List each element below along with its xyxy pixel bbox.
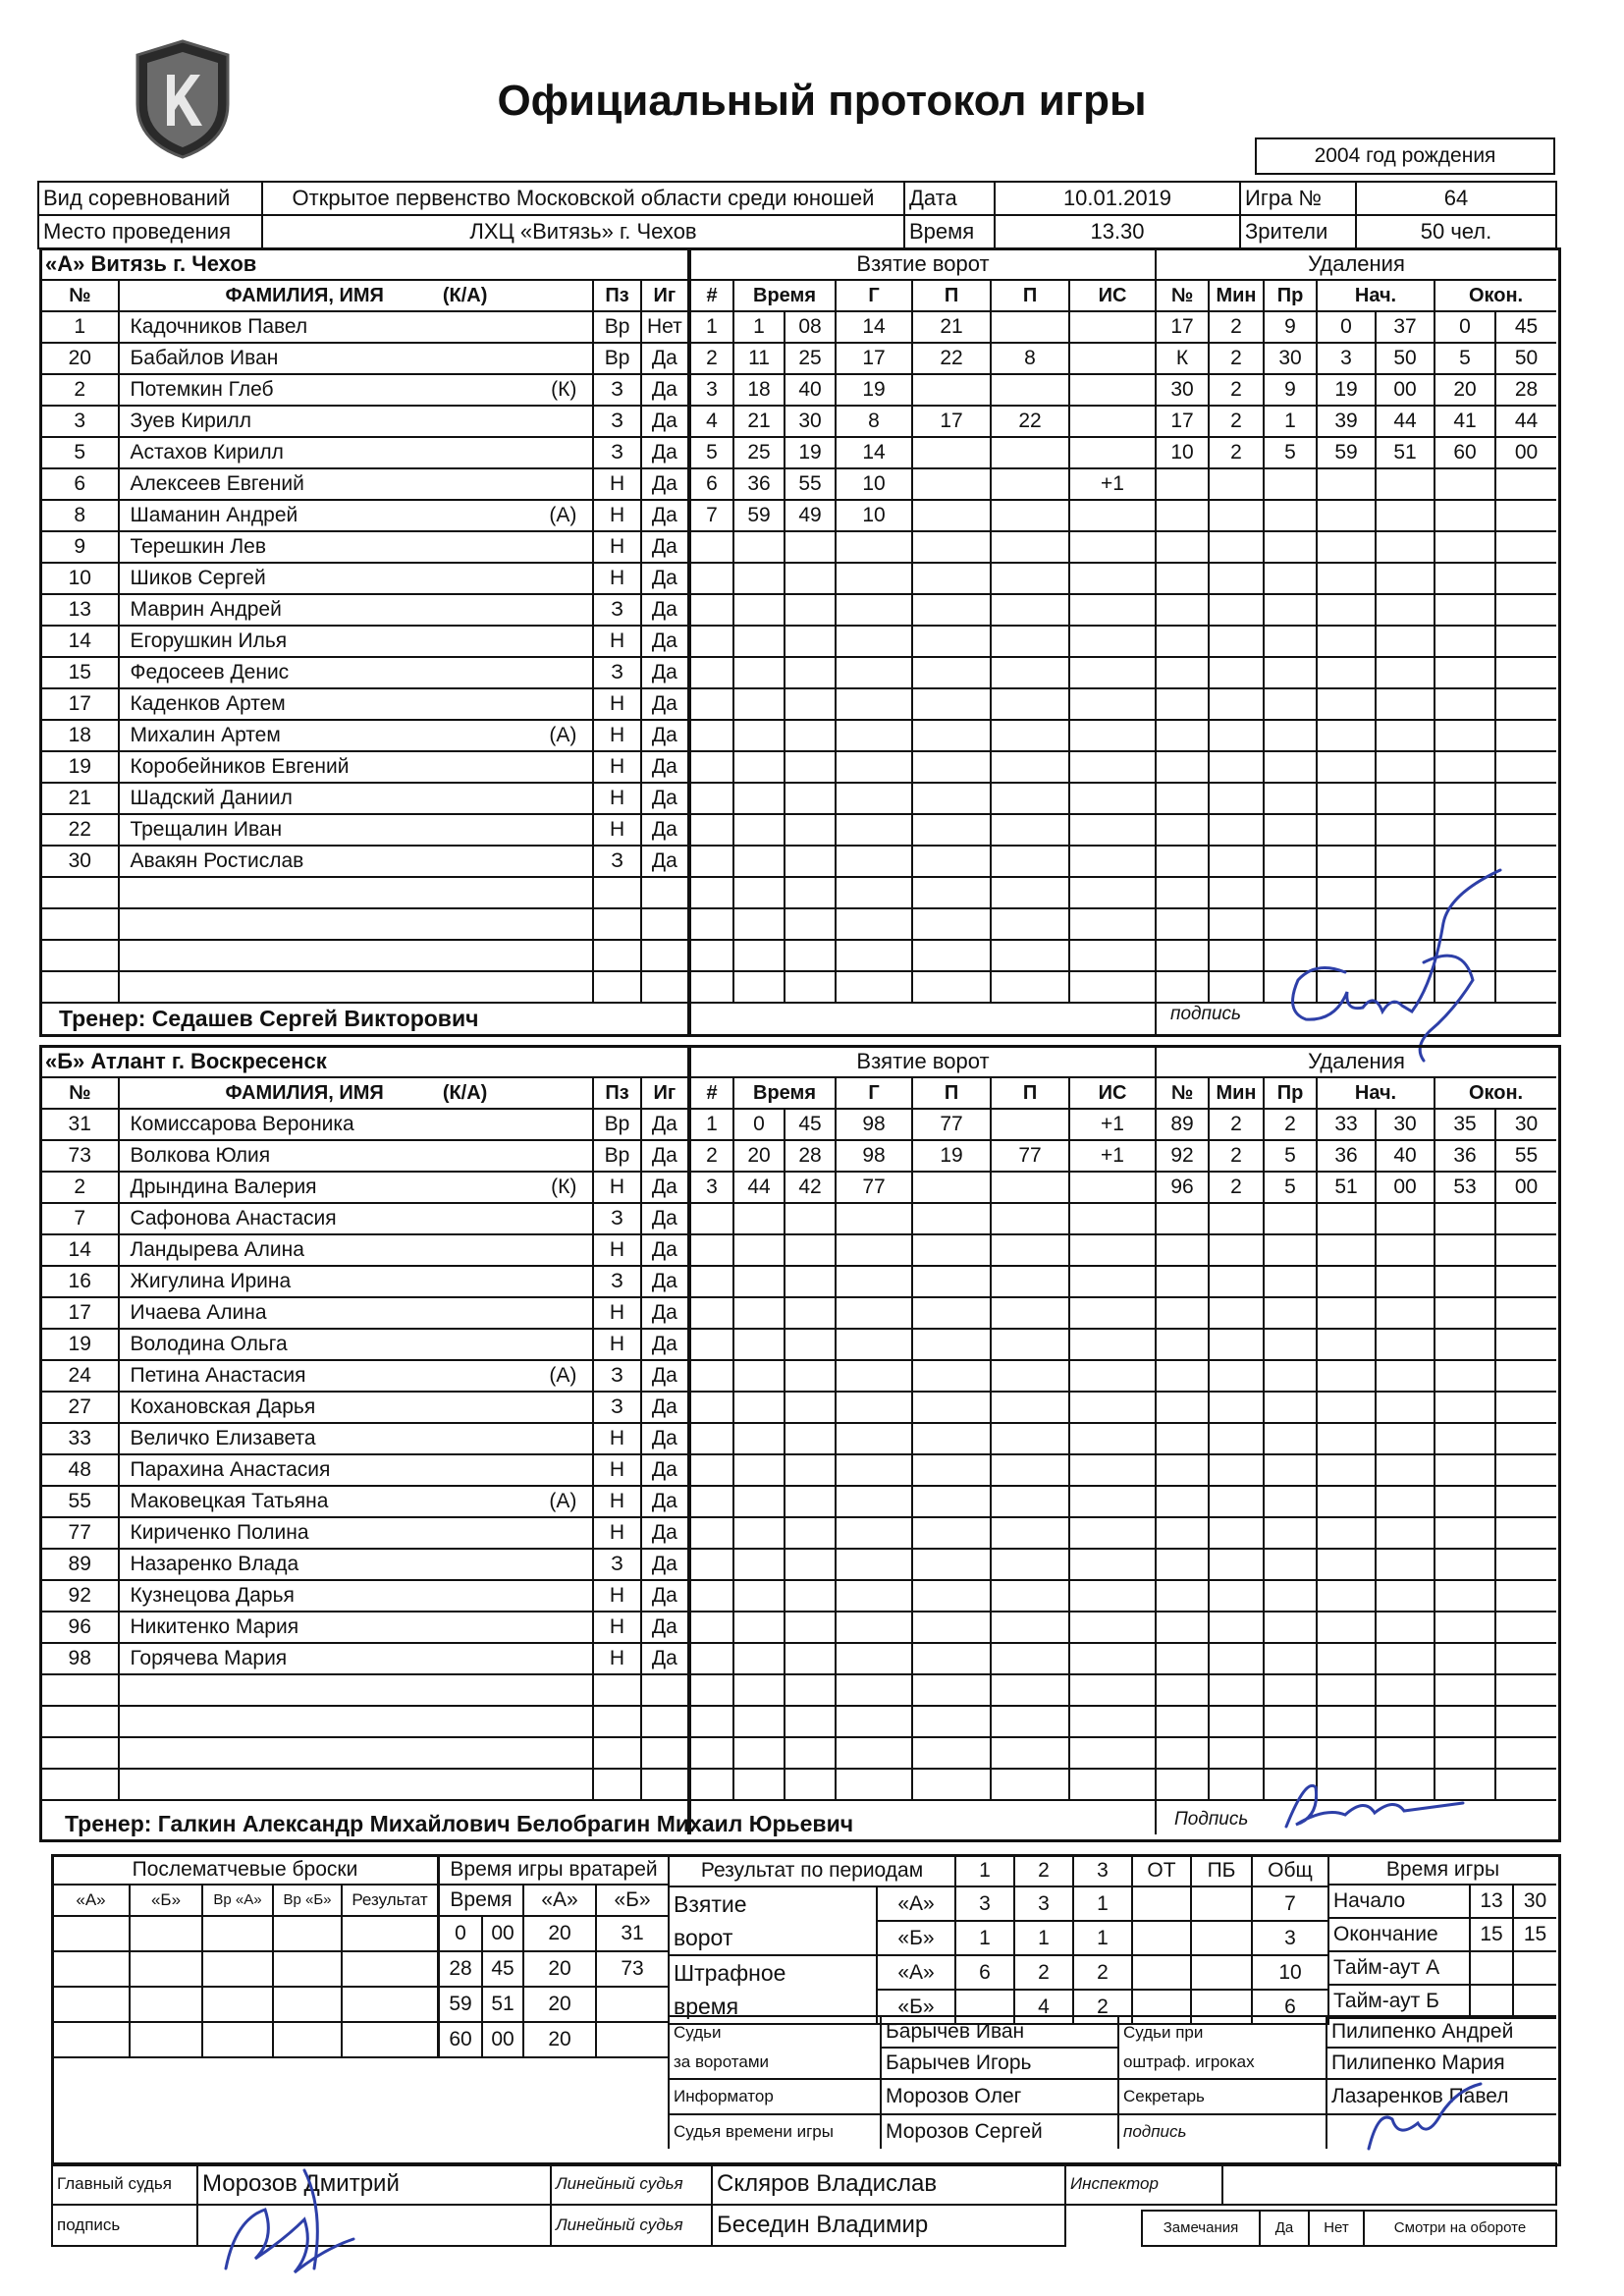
team-b-goal-row	[690, 1486, 1156, 1517]
team-b-penalty-row	[1156, 1203, 1556, 1234]
remarks-yes[interactable]: Да	[1260, 2211, 1309, 2246]
team-a-player-row: 15 Федосеев Денис З Да	[40, 657, 688, 688]
team-b-penalty-row: 92 2 5 36 40 36 55	[1156, 1140, 1556, 1172]
captain-mark: (К)	[551, 378, 577, 401]
goalie-time-row: 28 45 20 73	[439, 1951, 669, 1987]
team-a-goal-row	[690, 877, 1156, 908]
team-a-player-row	[40, 940, 688, 971]
team-b-penalty-row	[1156, 1360, 1556, 1392]
team-b-player-row: 33 Величко Елизавета Н Да	[40, 1423, 688, 1454]
team-a-penalty-row: 17 2 1 39 44 41 44	[1156, 406, 1556, 437]
goalie-time-row: 0 00 20 31	[439, 1916, 669, 1951]
goals-label: Взятие ворот	[669, 1886, 877, 1955]
remarks-no[interactable]: Нет	[1309, 2211, 1364, 2246]
team-b-player-row: 7 Сафонова Анастасия З Да	[40, 1203, 688, 1234]
team-b-player-row: 24 Петина Анастасия (А) З Да	[40, 1360, 688, 1392]
team-b-player-row: 73 Волкова Юлия Вр Да	[40, 1140, 688, 1172]
team-b-penalties: Удаления № Мин Пр Нач. Окон. 89 2 2 33 30 35 30 92 2 5 36 40 36 55 96 2 5 51 00 53 00	[1155, 1047, 1556, 1834]
team-b-goal-row	[690, 1203, 1156, 1234]
team-b-penalty-row: 89 2 2 33 30 35 30	[1156, 1109, 1556, 1140]
officials-table: Судьи за воротами Барычев Иван Судьи при оштраф. игроках Пилипенко Андрей Барычев Игорь Пилипенко Мария Информатор Морозов Олег Секретарь Лазаренков Павел Судья времени игры Морозов Сергей подпись	[668, 2015, 1556, 2149]
team-a-goal-row	[690, 657, 1156, 688]
game-time-table: Время игры Начало 13 30 Окончание 15 15 Тайм-аут А Тайм-аут Б	[1327, 1856, 1556, 2019]
team-a-player-row: 3 Зуев Кирилл З Да	[40, 406, 688, 437]
goalie-time-row: 60 00 20	[439, 2022, 669, 2057]
team-a-signature-icon	[1276, 864, 1512, 1070]
team-b-signature-icon	[1276, 1768, 1473, 1846]
team-a-player-row: 18 Михалин Артем (А) Н Да	[40, 720, 688, 751]
team-b-sign-label: Подпись	[1174, 1809, 1249, 1830]
team-a-player-row: 21 Шадский Даниил Н Да	[40, 783, 688, 814]
periods-table: Результат по периодам 1 2 3 ОТ ПБ Общ Взятие ворот «А» 3 3 1 7 «Б» 1 1 1 3 Штрафное время «А» 6 2 2 10 «Б» 4 2 6	[668, 1856, 1329, 2025]
secretary-signature-icon	[1359, 2080, 1487, 2159]
team-a-goal-row: 5 25 19 14	[690, 437, 1156, 468]
team-b-player-row: 19 Володина Ольга Н Да	[40, 1329, 688, 1360]
informer-name: Морозов Олег	[881, 2079, 1118, 2114]
team-b-goal-row: 1 0 45 98 77 +1	[690, 1109, 1156, 1140]
team-b-penalty-row	[1156, 1266, 1556, 1297]
player-name: Кадочников Павел	[130, 315, 308, 338]
penalty-judge-1: Пилипенко Андрей	[1326, 2016, 1556, 2048]
team-b-penalty-row	[1156, 1580, 1556, 1612]
team-a-name: «А» Витязь г. Чехов	[40, 249, 688, 280]
team-b-goal-row	[690, 1234, 1156, 1266]
team-a-penalty-row: 10 2 5 59 51 60 00	[1156, 437, 1556, 468]
team-a-player-row: 19 Коробейников Евгений Н Да	[40, 751, 688, 783]
team-b-penalty-row	[1156, 1549, 1556, 1580]
team-b-penalty-row	[1156, 1517, 1556, 1549]
team-a-player-row	[40, 908, 688, 940]
player-name: Трещалин Иван	[130, 818, 283, 841]
team-b-goal-row	[690, 1329, 1156, 1360]
team-b-player-row: 17 Ичаева Алина Н Да	[40, 1297, 688, 1329]
referee-name: Морозов Дмитрий	[197, 2163, 551, 2205]
team-a-player-row: 6 Алексеев Евгений Н Да	[40, 468, 688, 500]
pim-label: Штрафное время	[669, 1955, 877, 2024]
referee-signature-icon	[206, 2151, 373, 2288]
team-b-penalty-row	[1156, 1297, 1556, 1329]
remarks-table: Замечания Да Нет Смотри на обороте	[1141, 2210, 1557, 2247]
team-a-penalty-row: 17 2 9 0 37 0 45	[1156, 311, 1556, 343]
team-b-goal-row	[690, 1706, 1156, 1737]
team-a-penalty-row	[1156, 720, 1556, 751]
team-b-goal-row	[690, 1266, 1156, 1297]
time-value: 13.30	[995, 215, 1240, 248]
team-b-player-row	[40, 1737, 688, 1769]
team-a-player-row: 2 Потемкин Глеб (К) З Да	[40, 374, 688, 406]
team-b-penalty-row	[1156, 1423, 1556, 1454]
player-name: Шадский Даниил	[130, 787, 293, 809]
player-name: Назаренко Влада	[130, 1553, 299, 1575]
team-a-goal-row	[690, 751, 1156, 783]
team-b-goal-row	[690, 1454, 1156, 1486]
player-name: Егорушкин Илья	[130, 629, 288, 652]
team-a-goal-row	[690, 720, 1156, 751]
spectators-value: 50 чел.	[1356, 215, 1556, 248]
team-b-player-row: 16 Жигулина Ирина З Да	[40, 1266, 688, 1297]
team-b-penalty-row	[1156, 1674, 1556, 1706]
captain-mark: (А)	[549, 1490, 577, 1512]
team-a-goal-row: 2 11 25 17 22 8	[690, 343, 1156, 374]
team-a-penalty-row	[1156, 688, 1556, 720]
team-a-player-row: 20 Бабайлов Иван Вр Да	[40, 343, 688, 374]
player-name: Терешкин Лев	[130, 535, 266, 558]
captain-mark: (К)	[551, 1175, 577, 1198]
team-a-goals: Взятие ворот # Время Г П П ИС 1 1 08 14 21 2 11 25 17 22 8 3 18 40 19 4 21 30 8 17 22 5 25 19 14 6 36 55 10 +1 7 59 49 10	[689, 249, 1157, 1037]
team-a-penalty-row	[1156, 594, 1556, 626]
player-name: Шаманин Андрей	[130, 504, 298, 526]
team-a-player-row: 13 Маврин Андрей З Да	[40, 594, 688, 626]
goalie-time-row: 59 51 20	[439, 1987, 669, 2022]
inspector-table: Инспектор	[1064, 2162, 1557, 2206]
competition-value: Открытое первенство Московской области среди юношей	[262, 182, 904, 215]
team-a-goal-row: 3 18 40 19	[690, 374, 1156, 406]
team-b-player-row: 14 Ландырева Алина Н Да	[40, 1234, 688, 1266]
team-b-goal-row: 3 44 42 77	[690, 1172, 1156, 1203]
team-b-player-row: 2 Дрындина Валерия (К) Н Да	[40, 1172, 688, 1203]
player-name: Михалин Артем	[130, 724, 281, 746]
team-b-goal-row	[690, 1674, 1156, 1706]
team-b-goal-row	[690, 1612, 1156, 1643]
player-name: Жигулина Ирина	[130, 1270, 292, 1292]
player-name: Маковецкая Татьяна	[130, 1490, 329, 1512]
team-b-player-row: 98 Горячева Мария Н Да	[40, 1643, 688, 1674]
player-name: Волкова Юлия	[130, 1144, 271, 1167]
team-a-goal-row	[690, 940, 1156, 971]
team-a-coach: Тренер: Седашев Сергей Викторович	[59, 1006, 479, 1031]
team-b-player-row: 55 Маковецкая Татьяна (А) Н Да	[40, 1486, 688, 1517]
linesman-2: Беседин Владимир	[712, 2205, 1065, 2246]
player-name: Ландырева Алина	[130, 1238, 304, 1261]
captain-mark: (А)	[549, 504, 577, 526]
team-b-roster: «Б» Атлант г. Воскресенск № ФАМИЛИЯ, ИМЯ (К/А) Пз Иг 31 Комиссарова Вероника Вр Да 73 Волкова Юлия Вр Да 2 Дрындина Валерия (К) Н Да 7 Сафонова Анастасия З Да 14 Ландырева Алина Н Да 16 Жигулина Ирина З Да 17 Ичаева Алина Н Да 19 Володина Ольга Н Да 24 Петина Анастасия (А) З Да 27 Кохановская Дарья З Да 33 Величко Елизавета Н Да 48 Парахина Анастасия Н Да 55 Маковецкая Татьяна (А) Н Да 77 Кириченко Полина Н Да 89 Назаренко Влада З Да 92 Кузнецова Дарья Н Да 96 Никитенко Мария Н Да 98 Горячева Мария Н Да	[39, 1047, 689, 1834]
team-a-goal-row: 6 36 55 10 +1	[690, 468, 1156, 500]
team-a-player-row	[40, 971, 688, 1003]
team-a-penalty-row	[1156, 468, 1556, 500]
player-name: Маврин Андрей	[130, 598, 282, 621]
player-name: Потемкин Глеб	[130, 378, 274, 401]
captain-mark: (А)	[549, 1364, 577, 1387]
team-b-goal-row	[690, 1580, 1156, 1612]
referees-table: Главный судья Морозов Дмитрий Линейный судья Скляров Владислав подпись Линейный судья Беседин Владимир	[51, 2162, 1066, 2247]
team-b-player-row: 27 Кохановская Дарья З Да	[40, 1392, 688, 1423]
team-a-penalty-row	[1156, 531, 1556, 563]
birth-year-box: 2004 год рождения	[1255, 137, 1555, 175]
player-name: Никитенко Мария	[130, 1615, 299, 1638]
team-a-penalty-row: 30 2 9 19 00 20 28	[1156, 374, 1556, 406]
team-b-player-row: 48 Парахина Анастасия Н Да	[40, 1454, 688, 1486]
player-name: Величко Елизавета	[130, 1427, 316, 1449]
team-a-player-row: 14 Егорушкин Илья Н Да	[40, 626, 688, 657]
player-name: Кохановская Дарья	[130, 1395, 316, 1418]
player-name: Каденков Артем	[130, 692, 286, 715]
team-a-penalty-row	[1156, 814, 1556, 846]
team-a-goal-row	[690, 594, 1156, 626]
team-b-coach: Тренер: Галкин Александр Михайлович Белобрагин Михаил Юрьевич	[65, 1811, 854, 1836]
team-b-penalty-row	[1156, 1392, 1556, 1423]
player-name: Ичаева Алина	[130, 1301, 267, 1324]
team-a-penalty-row	[1156, 657, 1556, 688]
player-name: Володина Ольга	[130, 1333, 288, 1355]
team-a-goal-row	[690, 626, 1156, 657]
penalty-judge-2: Пилипенко Мария	[1326, 2048, 1556, 2079]
secretary-name: Лазаренков Павел	[1326, 2079, 1556, 2114]
team-a-goal-row	[690, 814, 1156, 846]
team-b-player-row: 77 Кириченко Полина Н Да	[40, 1517, 688, 1549]
team-a-player-row: 10 Шиков Сергей Н Да	[40, 563, 688, 594]
team-b-goal-row	[690, 1517, 1156, 1549]
team-b-penalty-row	[1156, 1706, 1556, 1737]
team-a-penalty-row	[1156, 783, 1556, 814]
player-name: Кириченко Полина	[130, 1521, 309, 1544]
goalie-time-table: Время игры вратарей Время «А» «Б» 0 00 20 31 28 45 20 73 59 51 20 60 00 20	[438, 1856, 670, 2058]
team-b-player-row: 89 Назаренко Влада З Да	[40, 1549, 688, 1580]
player-name: Астахов Кирилл	[130, 441, 284, 464]
team-b-goal-row	[690, 1549, 1156, 1580]
linesman-1: Скляров Владислав	[712, 2163, 1065, 2205]
team-a-penalty-row	[1156, 500, 1556, 531]
team-a-player-row	[40, 877, 688, 908]
team-b-goal-row	[690, 1769, 1156, 1800]
team-a-penalties: Удаления № Мин Пр Нач. Окон. 17 2 9 0 37 0 45 К 2 30 3 50 5 50 30 2 9 19 00 20 28 17 2 1 39 44 41 44 10 2 5 59 51 60 00	[1155, 249, 1556, 1037]
player-name: Бабайлов Иван	[130, 347, 279, 369]
team-b-penalty-row	[1156, 1454, 1556, 1486]
player-name: Парахина Анастасия	[130, 1458, 331, 1481]
player-name: Дрындина Валерия	[130, 1175, 317, 1198]
team-b-goal-row: 2 20 28 98 19 77 +1	[690, 1140, 1156, 1172]
team-a-goal-row: 4 21 30 8 17 22	[690, 406, 1156, 437]
team-a-player-row: 30 Авакян Ростислав З Да	[40, 846, 688, 877]
player-name: Комиссарова Вероника	[130, 1113, 354, 1135]
team-a-penalty-row	[1156, 626, 1556, 657]
goal-judge-1: Барычев Иван	[881, 2016, 1118, 2048]
team-a-goal-row	[690, 563, 1156, 594]
page-title: Официальный протокол игры	[497, 77, 1147, 125]
captain-mark: (А)	[549, 724, 577, 746]
team-b-goals: Взятие ворот # Время Г П П ИС 1 0 45 98 77 +1 2 20 28 98 19 77 +1 3 44 42 77	[689, 1047, 1157, 1834]
team-a-player-row: 1 Кадочников Павел Вр Нет	[40, 311, 688, 343]
team-a-player-row: 5 Астахов Кирилл З Да	[40, 437, 688, 468]
team-a-player-row: 17 Каденков Артем Н Да	[40, 688, 688, 720]
team-a-goal-row	[690, 908, 1156, 940]
penalty-judges-label: Судьи при оштраф. игроках	[1118, 2016, 1326, 2079]
team-a-player-row: 22 Трещалин Иван Н Да	[40, 814, 688, 846]
team-a-roster: «А» Витязь г. Чехов № ФАМИЛИЯ, ИМЯ (К/А) Пз Иг 1 Кадочников Павел Вр Нет 20 Бабайлов Иван Вр Да 2 Потемкин Глеб (К) З Да 3 Зуев Кирилл З Да 5 Астахов Кирилл З Да 6 Алексеев Евгений Н Да 8 Шаманин Андрей (А) Н Да 9 Терешкин Лев Н Да 10 Шиков Сергей Н Да 13 Маврин Андрей З Да 14 Егорушкин Илья Н Да 15 Федосеев Денис З Да 17 Каденков Артем Н Да 18 Михалин Артем (А) Н Да 19 Коробейников Евгений Н Да 21 Шадский Даниил Н Да 22 Трещалин Иван Н Да 30 Авакян Ростислав З Да	[39, 249, 689, 1037]
player-name: Алексеев Евгений	[130, 472, 304, 495]
team-a-goal-row	[690, 531, 1156, 563]
team-b-player-row	[40, 1706, 688, 1737]
team-b-goal-row	[690, 1423, 1156, 1454]
player-name: Коробейников Евгений	[130, 755, 350, 778]
player-name: Шиков Сергей	[130, 567, 266, 589]
date-value: 10.01.2019	[995, 182, 1240, 215]
team-a-goal-row	[690, 783, 1156, 814]
venue-value: ЛХЦ «Витязь» г. Чехов	[262, 215, 904, 248]
team-b-player-row: 96 Никитенко Мария Н Да	[40, 1612, 688, 1643]
player-name: Федосеев Денис	[130, 661, 290, 683]
team-b-goal-row	[690, 1360, 1156, 1392]
team-a-goal-row: 7 59 49 10	[690, 500, 1156, 531]
team-a-goal-row	[690, 846, 1156, 877]
team-a-sign-label: подпись	[1170, 1004, 1242, 1024]
team-a-goal-row	[690, 971, 1156, 1003]
player-name: Петина Анастасия	[130, 1364, 306, 1387]
team-b-player-row: 31 Комиссарова Вероника Вр Да	[40, 1109, 688, 1140]
player-name: Горячева Мария	[130, 1647, 288, 1669]
player-name: Авакян Ростислав	[130, 849, 304, 872]
team-b-name: «Б» Атлант г. Воскресенск	[40, 1047, 688, 1077]
team-b-penalty-row	[1156, 1612, 1556, 1643]
team-b-goal-row	[690, 1392, 1156, 1423]
team-b-player-row: 92 Кузнецова Дарья Н Да	[40, 1580, 688, 1612]
team-a-penalty-row	[1156, 563, 1556, 594]
team-a-penalty-row: К 2 30 3 50 5 50	[1156, 343, 1556, 374]
team-a-player-row: 8 Шаманин Андрей (А) Н Да	[40, 500, 688, 531]
team-a-goal-row: 1 1 08 14 21	[690, 311, 1156, 343]
team-b-player-row	[40, 1674, 688, 1706]
team-b-penalty-row: 96 2 5 51 00 53 00	[1156, 1172, 1556, 1203]
team-a-penalty-row	[1156, 751, 1556, 783]
goal-judge-2: Барычев Игорь	[881, 2048, 1118, 2079]
player-name: Зуев Кирилл	[130, 410, 251, 432]
player-name: Сафонова Анастасия	[130, 1207, 337, 1230]
team-b-penalty-row	[1156, 1737, 1556, 1769]
team-b-goal-row	[690, 1643, 1156, 1674]
team-a-player-row: 9 Терешкин Лев Н Да	[40, 531, 688, 563]
team-a-goal-row	[690, 688, 1156, 720]
game-info-table: Вид соревнований Открытое первенство Московской области среди юношей Дата 10.01.2019 Игра № 64 Место проведения ЛХЦ «Витязь» г. Чехов Время 13.30 Зрители 50 чел.	[37, 181, 1557, 249]
game-number: 64	[1356, 182, 1556, 215]
team-b-goal-row	[690, 1737, 1156, 1769]
goal-judges-label: Судьи за воротами	[669, 2016, 881, 2079]
team-b-penalty-row	[1156, 1486, 1556, 1517]
team-b-penalty-row	[1156, 1643, 1556, 1674]
timekeeper-name: Морозов Сергей	[881, 2114, 1118, 2149]
shootout-table: Послематчевые броски «А» «Б» Вр «А» Вр «Б» Результат	[53, 1856, 439, 2058]
team-b-goal-row	[690, 1297, 1156, 1329]
team-b-player-row	[40, 1769, 688, 1800]
team-b-penalty-row	[1156, 1234, 1556, 1266]
team-b-penalty-row	[1156, 1329, 1556, 1360]
player-name: Кузнецова Дарья	[130, 1584, 295, 1607]
